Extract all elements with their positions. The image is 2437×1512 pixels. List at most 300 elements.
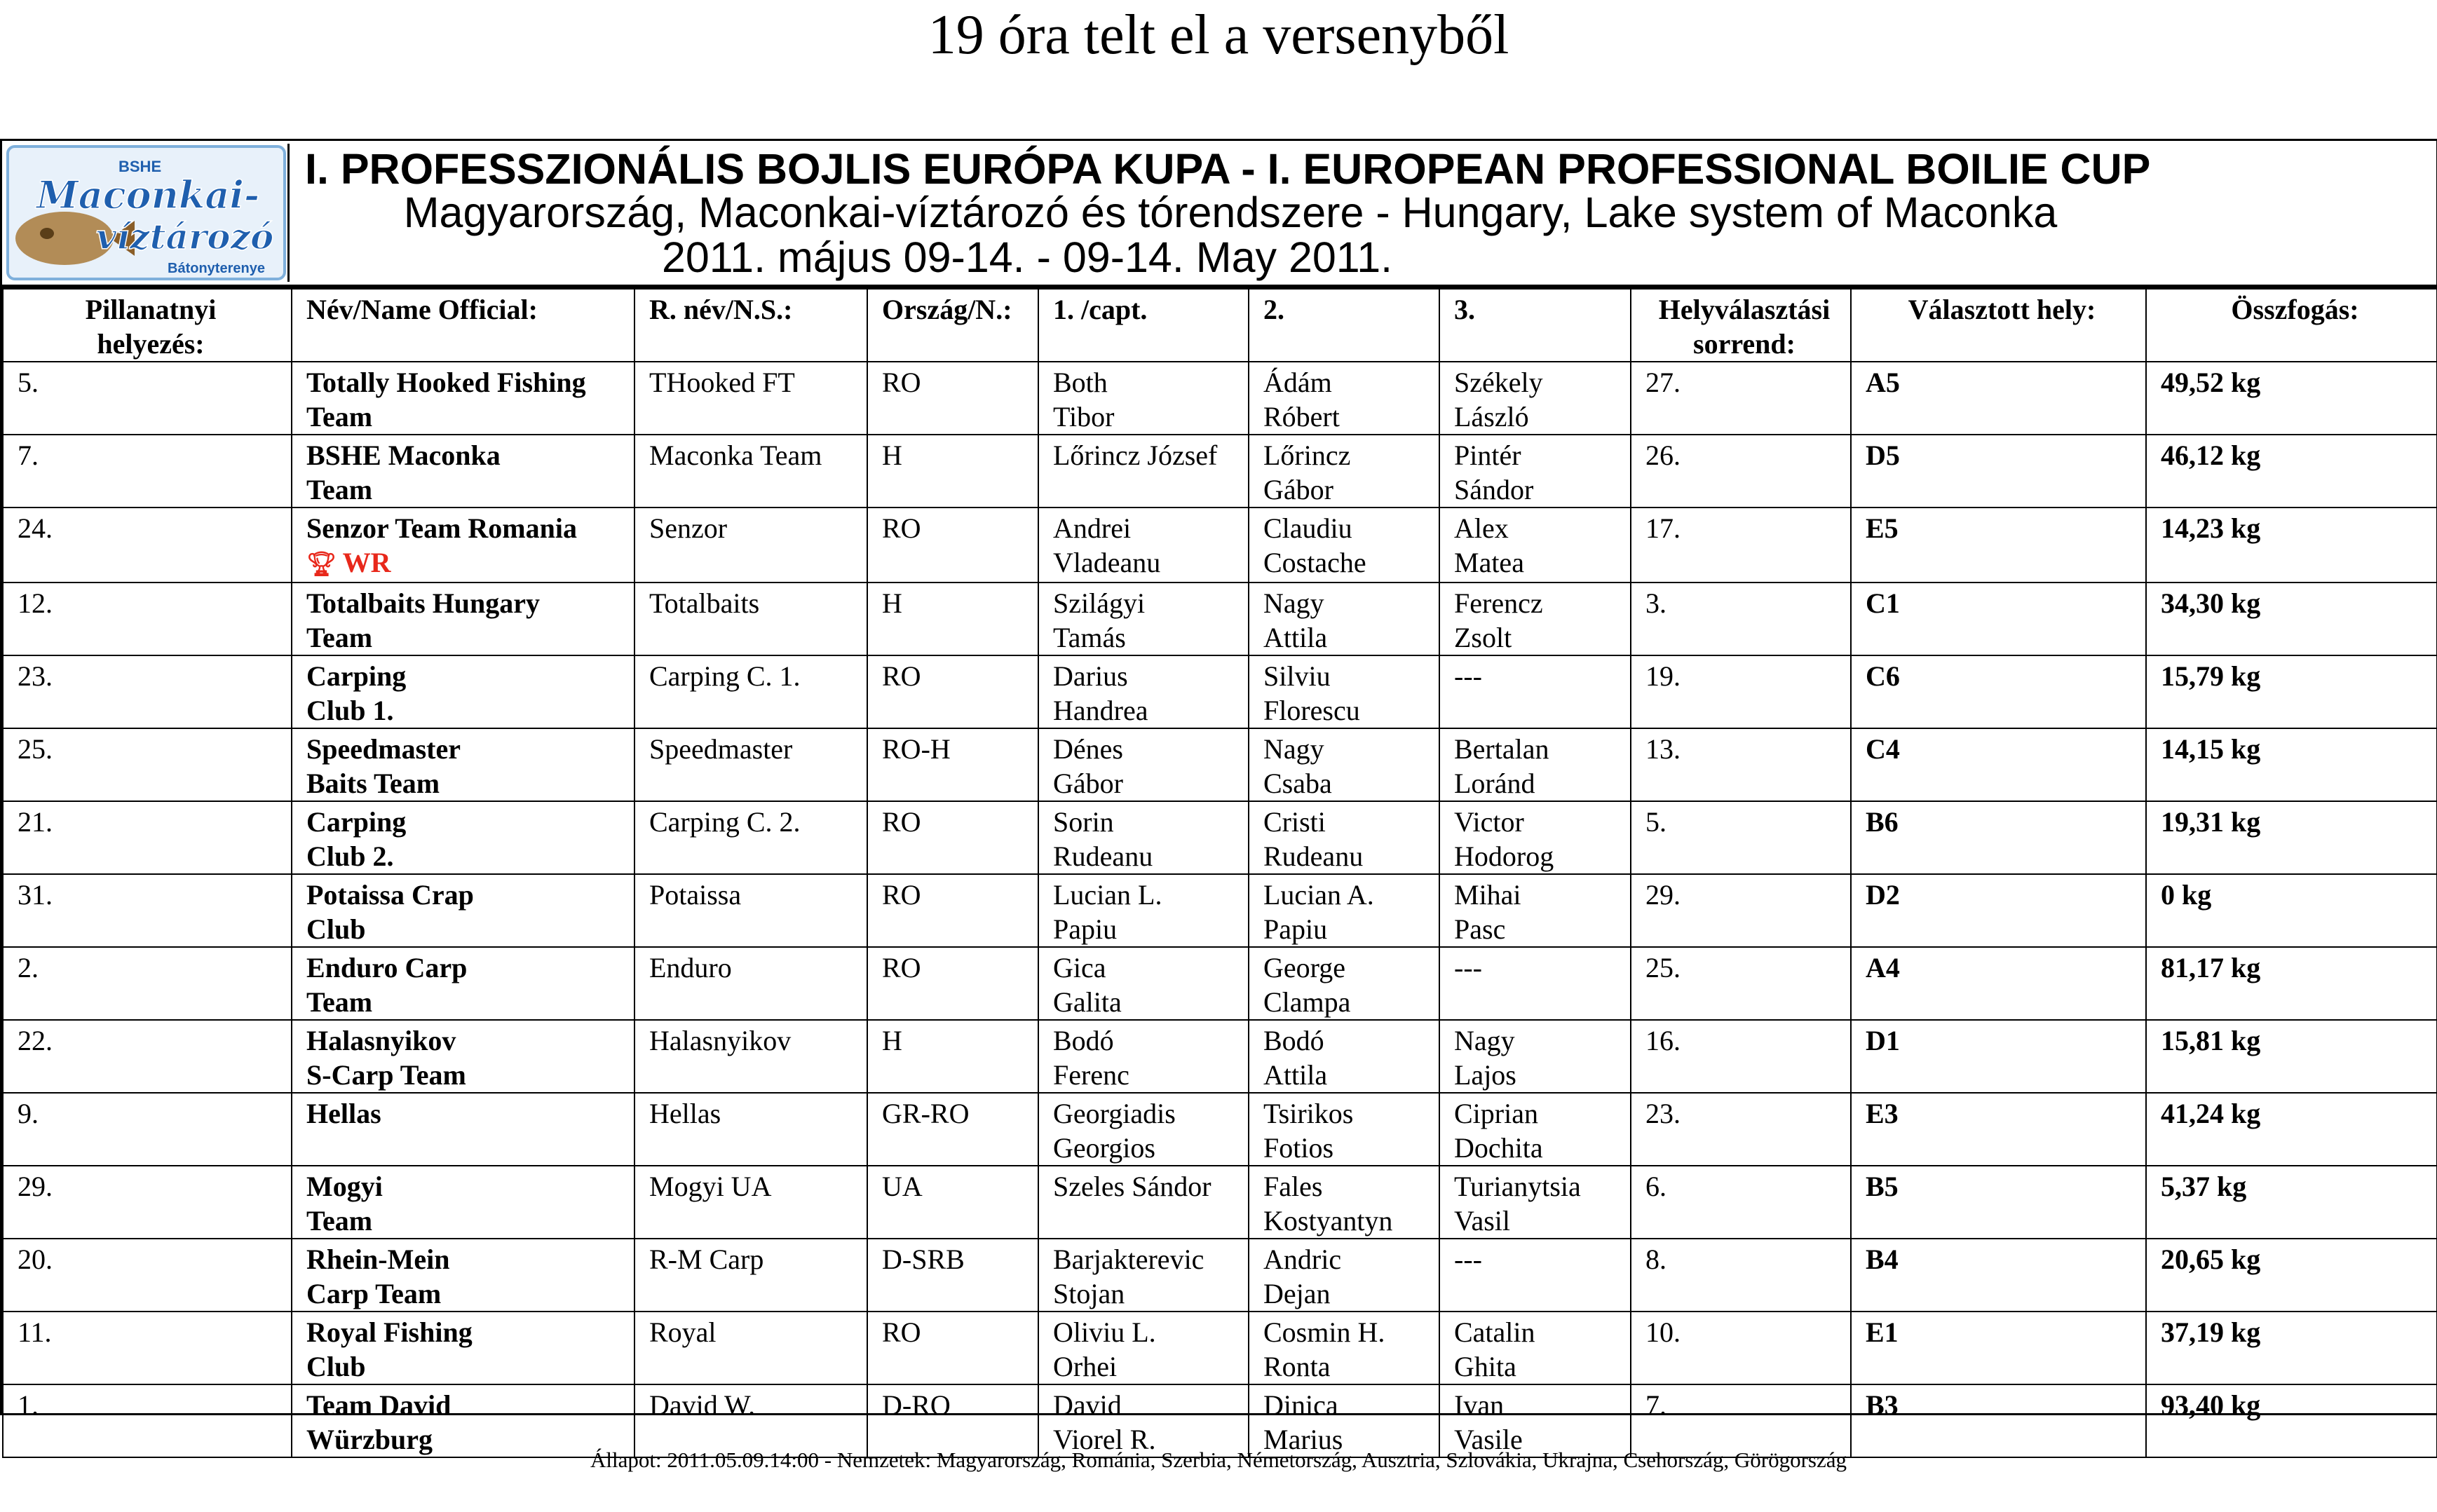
captain-cell [1038,362,1249,435]
team-name-cell [292,583,634,655]
catch-text: 5,37 kg [2161,1171,2247,1202]
member-2-text: Cosmin H. Ronta [1263,1316,1385,1382]
captain-text: David Viorel R. [1053,1389,1156,1455]
country-text: GR-RO [882,1098,970,1129]
rank-text: 1. [18,1389,39,1421]
member-3-cell [1439,655,1631,728]
place-text: C1 [1866,587,1900,619]
country-text: UA [882,1171,923,1202]
col-header-captain: 1. /capt. [1038,290,1249,362]
member-2-cell [1249,1093,1439,1166]
order-text: 26. [1645,440,1681,471]
catch-text: 15,79 kg [2161,660,2261,692]
country-text: D-RO [882,1389,951,1421]
rank-text: 21. [18,806,53,838]
table-row [3,801,2437,874]
place-cell [1851,947,2146,1020]
member-3-text: Ivan Vasile [1454,1389,1523,1455]
short-name-cell [634,508,867,583]
member-2-cell [1249,435,1439,508]
member-3-cell [1439,728,1631,801]
standings-table [2,290,2437,1458]
rank-text: 23. [18,660,53,692]
member-2-cell [1249,1020,1439,1093]
country-text: RO [882,879,921,911]
member-3-text: Ferencz Zsolt [1454,587,1543,653]
member-2-cell [1249,947,1439,1020]
short-name-text: Royal [649,1316,717,1348]
captain-text: Sorin Rudeanu [1053,806,1153,872]
member-3-text: --- [1454,660,1482,692]
table-row [3,583,2437,655]
team-name-text: Halasnyikov S-Carp Team [306,1025,466,1091]
svg-text:BSHE: BSHE [118,158,162,175]
member-3-text: Victor Hodorog [1454,806,1554,872]
team-name-text: BSHE Maconka Team [306,440,501,505]
catch-text: 93,40 kg [2161,1389,2261,1421]
event-dates: 2011. május 09-14. - 09-14. May 2011. [661,233,1393,281]
member-3-text: Turianytsia Vasil [1454,1171,1581,1237]
country-cell [867,1093,1038,1166]
member-2-text: Ádám Róbert [1263,367,1340,433]
place-cell [1851,583,2146,655]
catch-cell [2146,655,2437,728]
member-3-cell [1439,508,1631,583]
captain-text: Both Tibor [1053,367,1115,433]
place-cell [1851,362,2146,435]
place-text: B3 [1866,1389,1899,1421]
order-cell [1631,1312,1851,1384]
team-name-cell [292,362,634,435]
member-3-text: Bertalan Loránd [1454,733,1549,799]
captain-text: Lőrincz József [1053,440,1218,471]
country-cell [867,947,1038,1020]
country-text: RO [882,1316,921,1348]
member-2-cell [1249,508,1439,583]
short-name-text: Carping C. 1. [649,660,801,692]
captain-cell [1038,1166,1249,1239]
place-cell [1851,1166,2146,1239]
order-cell [1631,1093,1851,1166]
catch-cell [2146,1239,2437,1312]
place-text: C6 [1866,660,1900,692]
place-text: A5 [1866,367,1900,398]
order-text: 10. [1645,1316,1681,1348]
short-name-cell [634,1312,867,1384]
country-cell [867,435,1038,508]
team-name-cell [292,947,634,1020]
table-row [3,1312,2437,1384]
col-header-rank: Pillanatnyi helyezés: [3,290,292,362]
member-2-cell [1249,583,1439,655]
place-cell [1851,1312,2146,1384]
member-3-cell [1439,1239,1631,1312]
table-header-row [3,290,2437,362]
rank-text: 12. [18,587,53,619]
place-cell [1851,435,2146,508]
short-name-text: Carping C. 2. [649,806,801,838]
rank-text: 11. [18,1316,52,1348]
order-cell [1631,1239,1851,1312]
catch-text: 14,23 kg [2161,512,2261,544]
short-name-text: Totalbaits [649,587,760,619]
place-cell [1851,655,2146,728]
team-name-cell [292,1166,634,1239]
rank-text: 2. [18,952,39,983]
col-header-place: Választott hely: [1851,290,2146,362]
col-header-member-2: 2. [1249,290,1439,362]
rank-cell [3,874,292,947]
catch-text: 14,15 kg [2161,733,2261,765]
rank-cell [3,1020,292,1093]
team-name-cell [292,1093,634,1166]
rank-cell [3,1312,292,1384]
col-header-catch: Összfogás: [2146,290,2437,362]
place-cell [1851,508,2146,583]
rank-cell [3,508,292,583]
short-name-text: R-M Carp [649,1244,764,1275]
member-2-text: Tsirikos Fotios [1263,1098,1354,1164]
place-text: A4 [1866,952,1900,983]
rank-cell [3,435,292,508]
country-cell [867,1239,1038,1312]
catch-text: 41,24 kg [2161,1098,2261,1129]
country-cell [867,1020,1038,1093]
member-3-cell [1439,1093,1631,1166]
catch-cell [2146,362,2437,435]
rank-text: 24. [18,512,53,544]
short-name-cell [634,655,867,728]
place-cell [1851,801,2146,874]
trophy-icon: 🏆︎ [306,552,343,578]
rank-cell [3,801,292,874]
short-name-cell [634,947,867,1020]
catch-cell [2146,435,2437,508]
country-text: H [882,1025,902,1056]
order-cell [1631,728,1851,801]
country-cell [867,655,1038,728]
event-header [2,141,2436,290]
rank-text: 5. [18,367,39,398]
member-2-text: Bodó Attila [1263,1025,1328,1091]
country-text: RO [882,367,921,398]
status-footer: Állapot: 2011.05.09.14:00 - Nemzetek: Magyarország, Románia, Szerbia, Németország, Ausztria, Szlovákia, Ukrajna, Csehország, Görögország [590,1448,1847,1472]
team-name-text: Speedmaster Baits Team [306,733,461,799]
short-name-text: Hellas [649,1098,721,1129]
member-3-cell [1439,583,1631,655]
table-row [3,655,2437,728]
place-text: B5 [1866,1171,1899,1202]
country-cell [867,583,1038,655]
place-text: B6 [1866,806,1899,838]
order-cell [1631,435,1851,508]
short-name-text: THooked FT [649,367,795,398]
order-cell [1631,874,1851,947]
rank-text: 7. [18,440,39,471]
team-name-cell [292,1312,634,1384]
captain-cell [1038,874,1249,947]
order-text: 17. [1645,512,1681,544]
country-text: RO-H [882,733,951,765]
short-name-text: Halasnyikov [649,1025,792,1056]
rank-cell [3,728,292,801]
team-name-cell [292,1020,634,1093]
member-2-cell [1249,362,1439,435]
table-row [3,1166,2437,1239]
short-name-cell [634,801,867,874]
catch-text: 46,12 kg [2161,440,2261,471]
rank-text: 31. [18,879,53,911]
rank-cell [3,583,292,655]
place-text: D1 [1866,1025,1900,1056]
country-cell [867,362,1038,435]
place-text: C4 [1866,733,1900,765]
event-header-text [291,141,2433,285]
page-title: 19 óra telt el a versenyből [928,4,1509,66]
catch-text: 49,52 kg [2161,367,2261,398]
catch-cell [2146,1093,2437,1166]
member-3-cell [1439,1020,1631,1093]
table-row [3,1239,2437,1312]
order-text: 23. [1645,1098,1681,1129]
member-2-cell [1249,1239,1439,1312]
col-header-short-name: R. név/N.S.: [634,290,867,362]
place-cell [1851,874,2146,947]
team-name-cell [292,801,634,874]
rank-cell [3,1093,292,1166]
table-row [3,728,2437,801]
captain-text: Andrei Vladeanu [1053,512,1161,578]
short-name-cell [634,583,867,655]
col-header-name: Név/Name Official: [292,290,634,362]
captain-text: Dénes Gábor [1053,733,1123,799]
team-name-text: Carping Club 2. [306,806,407,872]
captain-cell [1038,1239,1249,1312]
standings-rows [3,362,2437,1457]
member-2-text: Claudiu Costache [1263,512,1366,578]
rank-cell [3,655,292,728]
order-text: 16. [1645,1025,1681,1056]
member-2-text: Silviu Florescu [1263,660,1360,726]
country-text: RO [882,952,921,983]
team-name-cell [292,435,634,508]
catch-cell [2146,874,2437,947]
captain-text: Georgiadis Georgios [1053,1098,1176,1164]
team-name-text: Rhein-Mein Carp Team [306,1244,450,1309]
member-3-text: --- [1454,1244,1482,1275]
team-name-cell [292,874,634,947]
country-cell [867,874,1038,947]
member-2-cell [1249,1166,1439,1239]
member-2-cell [1249,874,1439,947]
catch-cell [2146,801,2437,874]
member-2-text: Andric Dejan [1263,1244,1342,1309]
member-3-text: Alex Matea [1454,512,1524,578]
place-cell [1851,728,2146,801]
order-text: 3. [1645,587,1666,619]
captain-cell [1038,801,1249,874]
member-2-cell [1249,728,1439,801]
order-text: 13. [1645,733,1681,765]
captain-cell [1038,1093,1249,1166]
svg-text:víztározó: víztározó [96,216,274,257]
rank-text: 25. [18,733,53,765]
col-header-member-3: 3. [1439,290,1631,362]
member-2-cell [1249,655,1439,728]
table-row [3,1020,2437,1093]
order-text: 8. [1645,1244,1666,1275]
carp-logo-icon [5,144,287,282]
short-name-cell [634,1239,867,1312]
member-2-text: George Clampa [1263,952,1351,1018]
order-cell [1631,508,1851,583]
rank-cell [3,362,292,435]
member-3-text: --- [1454,952,1482,983]
member-2-cell [1249,1312,1439,1384]
captain-cell [1038,1312,1249,1384]
rank-cell [3,1239,292,1312]
member-3-cell [1439,947,1631,1020]
table-row [3,1093,2437,1166]
place-text: B4 [1866,1244,1899,1275]
team-name-text: Mogyi Team [306,1171,383,1237]
member-3-text: Mihai Pasc [1454,879,1521,945]
team-name-cell [292,728,634,801]
table-row [3,947,2437,1020]
captain-text: Gica Galita [1053,952,1122,1018]
place-cell [1851,1239,2146,1312]
table-row [3,874,2437,947]
team-name-text: Senzor Team Romania [306,512,577,544]
country-cell [867,1166,1038,1239]
country-text: RO [882,806,921,838]
rank-cell [3,1166,292,1239]
captain-cell [1038,435,1249,508]
captain-text: Szeles Sándor [1053,1171,1211,1202]
order-text: 6. [1645,1171,1666,1202]
team-name-text: Team David Würzburg [306,1389,452,1455]
short-name-text: David W. [649,1389,756,1421]
captain-text: Barjakterevic Stojan [1053,1244,1204,1309]
order-cell [1631,801,1851,874]
member-3-cell [1439,362,1631,435]
catch-cell [2146,1020,2437,1093]
rank-text: 29. [18,1171,53,1202]
team-name-text: Royal Fishing Club [306,1316,473,1382]
captain-text: Bodó Ferenc [1053,1025,1129,1091]
team-name-text: Hellas [306,1098,381,1129]
short-name-text: Mogyi UA [649,1171,772,1202]
event-location: Magyarország, Maconkai-víztározó és tórendszere - Hungary, Lake system of Maconka [403,189,2058,236]
venue-logo [5,144,290,282]
member-3-cell [1439,1166,1631,1239]
captain-cell [1038,1020,1249,1093]
captain-cell [1038,583,1249,655]
captain-cell [1038,728,1249,801]
short-name-cell [634,435,867,508]
order-cell [1631,1020,1851,1093]
catch-text: 0 kg [2161,879,2212,911]
order-text: 29. [1645,879,1681,911]
order-cell [1631,947,1851,1020]
member-3-cell [1439,801,1631,874]
country-text: H [882,587,902,619]
catch-text: 20,65 kg [2161,1244,2261,1275]
member-2-text: Lőrincz Gábor [1263,440,1351,505]
svg-text:Maconkai-: Maconkai- [36,172,260,217]
col-header-order: Helyválasztási sorrend: [1631,290,1851,362]
results-sheet [0,139,2437,1455]
member-3-text: Pintér Sándor [1454,440,1534,505]
team-name-cell [292,1239,634,1312]
member-3-cell [1439,435,1631,508]
catch-text: 37,19 kg [2161,1316,2261,1348]
rank-text: 20. [18,1244,53,1275]
catch-cell [2146,947,2437,1020]
country-cell [867,508,1038,583]
catch-text: 15,81 kg [2161,1025,2261,1056]
catch-cell [2146,583,2437,655]
member-3-cell [1439,874,1631,947]
catch-cell [2146,1312,2437,1384]
member-3-text: Székely László [1454,367,1543,433]
captain-text: Lucian L. Papiu [1053,879,1162,945]
member-3-text: Catalin Ghita [1454,1316,1535,1382]
place-text: E5 [1866,512,1899,544]
svg-text:Bátonyterenye: Bátonyterenye [168,261,265,276]
member-2-text: Nagy Csaba [1263,733,1332,799]
short-name-text: Potaissa [649,879,742,911]
table-row [3,362,2437,435]
order-cell [1631,583,1851,655]
catch-text: 19,31 kg [2161,806,2261,838]
member-2-text: Cristi Rudeanu [1263,806,1364,872]
captain-text: Szilágyi Tamás [1053,587,1146,653]
captain-cell [1038,947,1249,1020]
country-text: H [882,440,902,471]
captain-text: Oliviu L. Orhei [1053,1316,1156,1382]
catch-cell [2146,728,2437,801]
country-cell [867,728,1038,801]
rank-text: 9. [18,1098,39,1129]
catch-text: 34,30 kg [2161,587,2261,619]
team-name-cell [292,508,634,583]
short-name-cell [634,362,867,435]
col-header-country: Ország/N.: [867,290,1038,362]
short-name-cell [634,1093,867,1166]
rank-text: 22. [18,1025,53,1056]
member-3-cell [1439,1312,1631,1384]
team-name-text: Totally Hooked Fishing Team [306,367,586,433]
order-text: 7. [1645,1389,1666,1421]
table-row [3,435,2437,508]
order-text: 25. [1645,952,1681,983]
event-title: I. PROFESSZIONÁLIS BOJLIS EURÓPA KUPA - I. EUROPEAN PROFESSIONAL BOILIE CUP [305,145,2151,193]
order-text: 5. [1645,806,1666,838]
place-cell [1851,1020,2146,1093]
team-name-text: Enduro Carp Team [306,952,468,1018]
team-name-text: Totalbaits Hungary Team [306,587,541,653]
short-name-text: Maconka Team [649,440,822,471]
short-name-text: Senzor [649,512,728,544]
short-name-cell [634,728,867,801]
short-name-text: Enduro [649,952,732,983]
record-badge: WR [342,547,391,578]
member-2-cell [1249,801,1439,874]
captain-text: Darius Handrea [1053,660,1148,726]
team-name-text: Carping Club 1. [306,660,407,726]
country-text: RO [882,512,921,544]
